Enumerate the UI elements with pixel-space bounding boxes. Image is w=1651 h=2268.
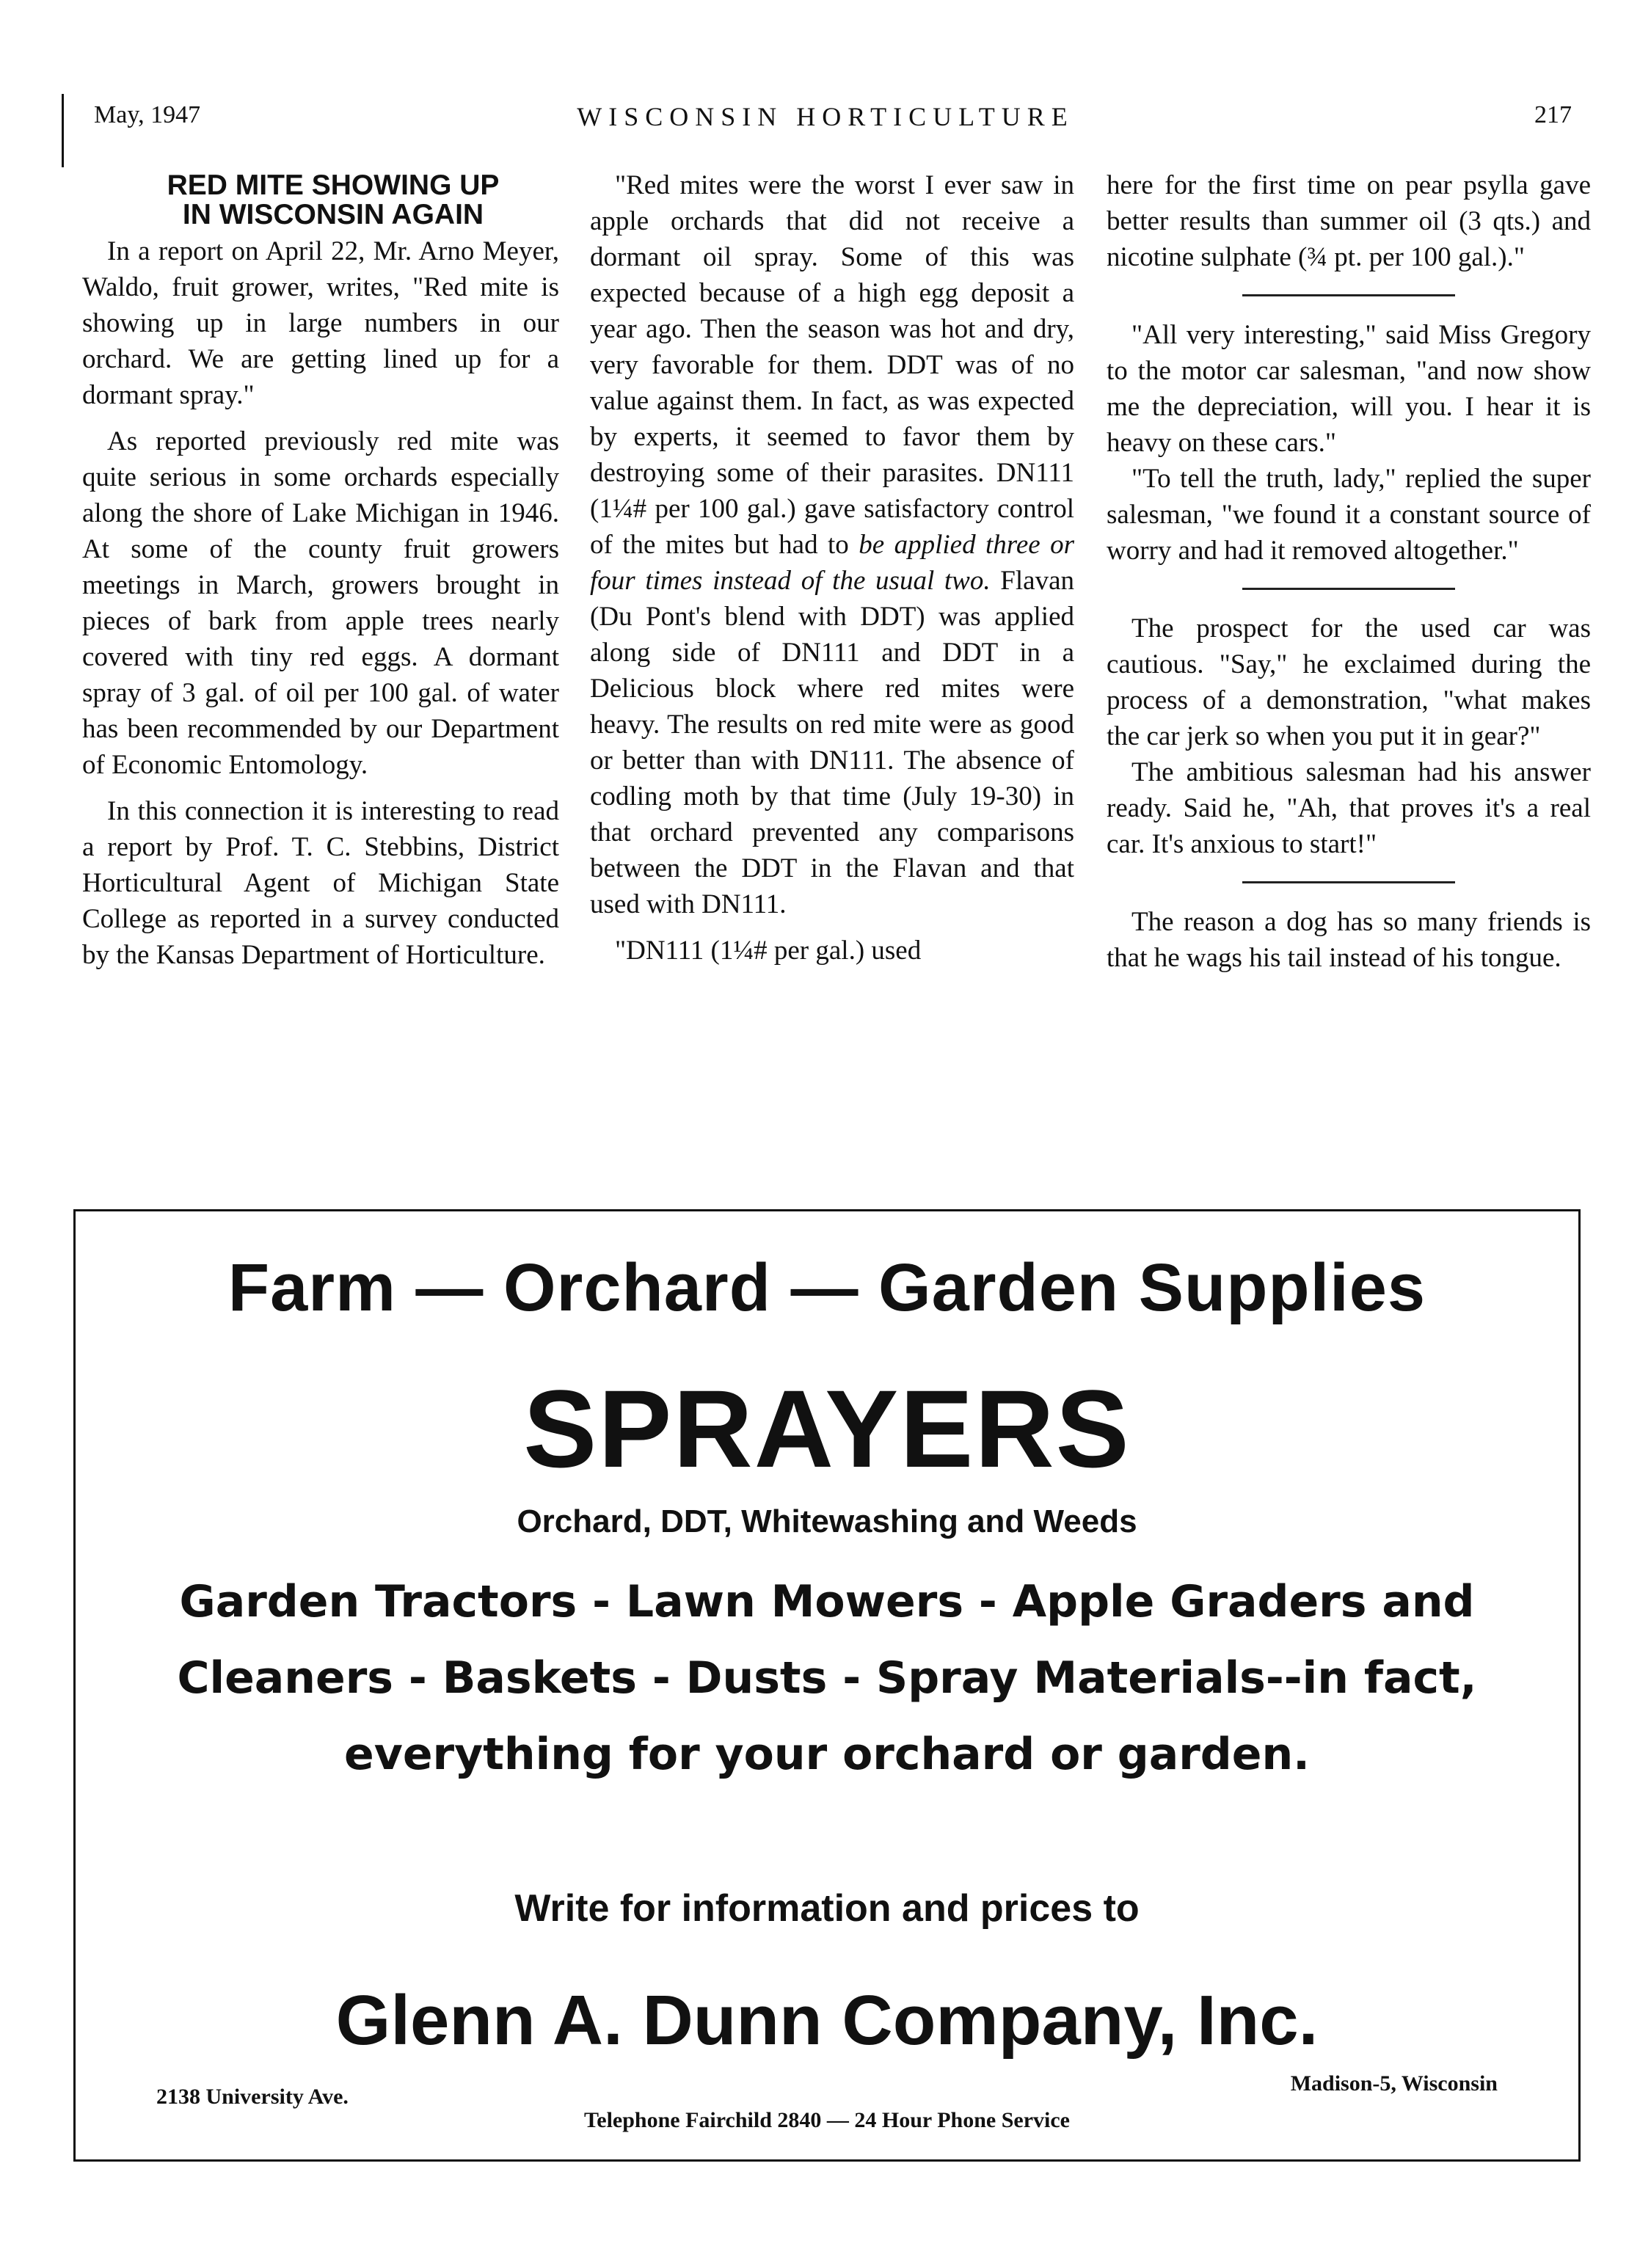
ad-company-name: Glenn A. Dunn Company, Inc. xyxy=(335,1981,1319,2060)
anecdote-paragraph: "All very interesting," said Miss Gregory to the motor car salesman, "and now show me the depreciation, will you. I hear it is heavy on these cars." xyxy=(1107,320,1591,458)
advertisement-box xyxy=(73,1209,1581,2162)
ad-street-address: 2138 University Ave. xyxy=(156,2085,349,2109)
joke-paragraph: The reason a dog has so many friends is that he wags his tail instead of his tongue. xyxy=(1107,907,1591,973)
ad-city: Madison-5, Wisconsin xyxy=(1290,2071,1498,2096)
article-headline-line2: IN WISCONSIN AGAIN xyxy=(182,199,484,230)
column-left xyxy=(82,167,559,973)
section-divider xyxy=(1242,588,1455,590)
article-paragraph: As reported previously red mite was quite serious in some orchards especially along the shore of Lake Michigan in 1946. At some of the county fruit growers meetings in March, growers brought in pieces of bark from apple trees nearly covered with tiny red eggs. A dormant spray of 3 gal. of oil per 100 gal. of water has been recommended by our Department of Economic Entomology. xyxy=(82,426,559,780)
header-date: May, 1947 xyxy=(94,101,201,128)
section-divider xyxy=(1242,881,1455,883)
paragraph-text: Flavan (Du Pont's blend with DDT) was applied along side of DN111 and DDT in a Delicious block where red mites were heavy. The results on red mite were as good or better than with DN111. The absence of codling moth by that time (July 19-30) in that orchard prevented any comparisons between the DDT in the Flavan and that used with DN111. xyxy=(590,566,1075,919)
paragraph-italic-text: be applied three or four times instead of the usual two. xyxy=(590,530,1074,596)
article-paragraph: here for the first time on pear psylla gave better results than summer oil (3 qts.) and nicotine sulphate (¾ pt. per 100 gal.)." xyxy=(1107,170,1591,272)
anecdote-paragraph: "To tell the truth, lady," replied the super salesman, "we found it a constant source of worry and had it removed altogether." xyxy=(1107,464,1591,566)
header-page-number: 217 xyxy=(1534,101,1572,128)
ad-product-list: Garden Tractors - Lawn Mowers - Apple Graders and Cleaners - Baskets - Dusts - Spray Materials--in fact, everything for your orchard or garden. xyxy=(177,1576,1477,1780)
article-paragraph: "DN111 (1¼# per gal.) used xyxy=(615,936,922,966)
ad-sprayers-subtitle: Orchard, DDT, Whitewashing and Weeds xyxy=(517,1503,1137,1539)
article-headline-line1: RED MITE SHOWING UP xyxy=(167,169,500,201)
section-divider xyxy=(1242,294,1455,296)
ad-call-to-action: Write for information and prices to xyxy=(514,1887,1140,1930)
ad-phone-line: Telephone Fairchild 2840 — 24 Hour Phone Service xyxy=(584,2108,1070,2132)
article-paragraph xyxy=(590,167,1074,922)
column-right xyxy=(1107,167,1591,976)
ad-sprayers-title: SPRAYERS xyxy=(523,1367,1131,1490)
article-paragraph: In this connection it is interesting to read a report by Prof. T. C. Stebbins, District Horticultural Agent of Michigan State College as reported in a survey conducted by the Kansas Department of Horticulture. xyxy=(82,796,559,970)
anecdote-paragraph: The prospect for the used car was cautious. "Say," he exclaimed during the process of a demonstration, "what makes the car jerk so when you put it in gear?" xyxy=(1107,613,1591,751)
anecdote-paragraph: The ambitious salesman had his answer ready. Said he, "Ah, that proves it's a real car. It's anxious to start!" xyxy=(1107,757,1591,859)
header-journal-title: WISCONSIN HORTICULTURE xyxy=(577,102,1074,131)
column-middle xyxy=(590,167,1074,969)
article-paragraph: In a report on April 22, Mr. Arno Meyer, Waldo, fruit grower, writes, "Red mite is showing up in large numbers in our orchard. We are getting lined up for a dormant spray." xyxy=(82,236,559,410)
ad-headline: Farm — Orchard — Garden Supplies xyxy=(227,1250,1426,1325)
paragraph-text: "Red mites were the worst I ever saw in apple orchards that did not receive a dormant oil spray. Some of this was expected because of a high egg deposit a year ago. Then the season was hot and dry, very favorable for them. DDT was of no value against them. In fact, as was expected by experts, it seemed to favor them by destroying some of their parasites. DN111 (1¼# per 100 gal.) gave satisfactory control of the mites but had to xyxy=(590,170,1074,560)
